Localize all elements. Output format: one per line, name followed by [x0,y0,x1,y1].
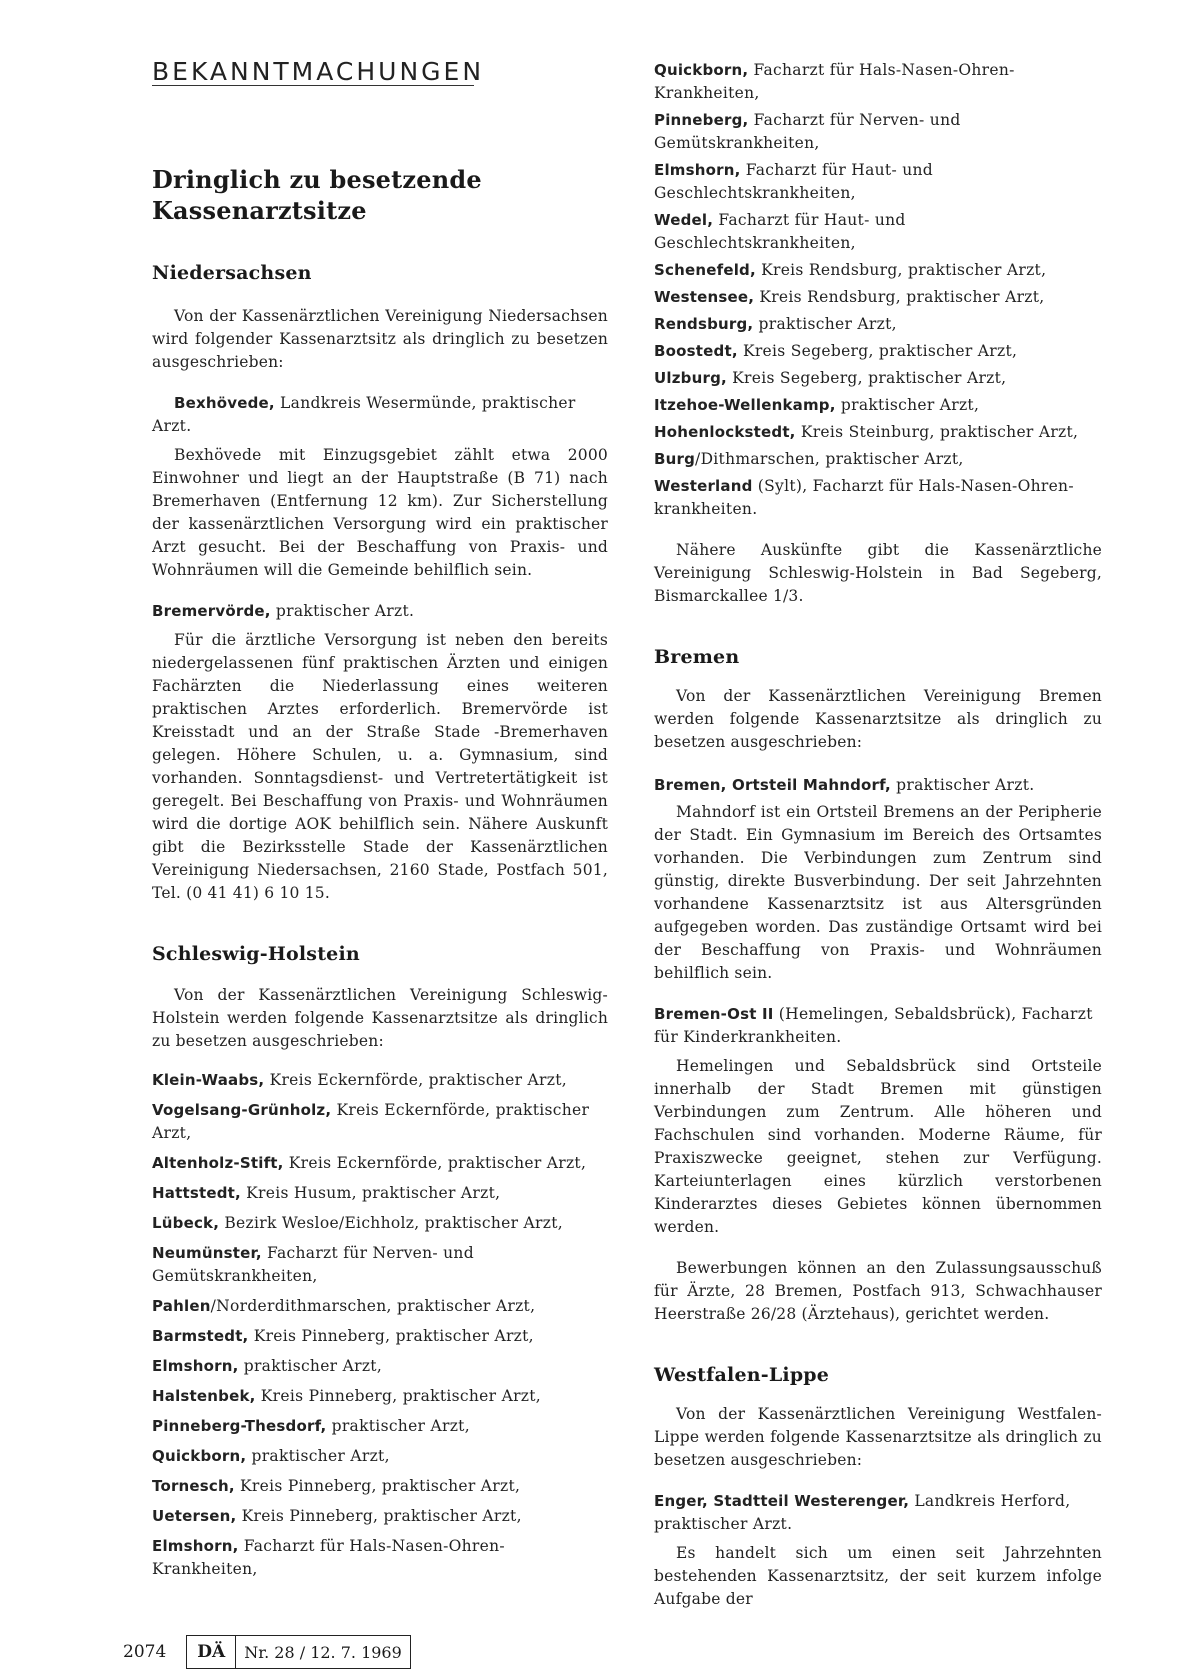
schleswig-note: Nähere Auskünfte gibt die Kassenärztliche Vereinigung Schleswig-Holstein in Bad Segeberg, Bismarckallee 1/3. [654,541,1102,605]
list-item [152,1069,608,1092]
entry-detail: Kreis Eckernförde, praktischer Arzt, [264,1071,567,1089]
entry-detail: Kreis Pinneberg, praktischer Arzt, [248,1327,534,1345]
list-item [654,394,1102,417]
entry-bremen-ost: Bremen-Ost II (Hemelingen, Sebaldsbrück), Facharzt für Kinderkrankheiten. [654,1005,1093,1046]
westfalen-intro: Von der Kassenärztlichen Vereinigung Westfalen-Lippe werden folgende Kassenarztsitze als dringlich zu besetzen ausgeschrieben: [654,1405,1102,1469]
entry-detail: Facharzt für Haut- und Geschlechtskrankheiten, [654,211,906,252]
entry-bremervoerde: Bremervörde, praktischer Arzt. [152,602,415,620]
list-item [654,313,1102,336]
entry-bexhoevede: Bexhövede, Landkreis Wesermünde, praktischer Arzt. [152,394,576,435]
entry-detail: Kreis Eckernförde, praktischer Arzt, [152,1101,590,1142]
list-item [654,159,1102,205]
entry-place: Hattstedt, [152,1184,241,1202]
entry-detail: Kreis Steinburg, praktischer Arzt, [795,423,1079,441]
footer-box [186,1635,411,1669]
list-item [152,1152,608,1175]
entry-place: Ulzburg, [654,369,727,387]
entry-place: Uetersen, [152,1507,237,1525]
list-item [152,1212,608,1235]
entry-place: Westensee, [654,288,755,306]
entry-bremen-mahndorf: Bremen, Ortsteil Mahndorf, praktischer Arzt. [654,776,1035,794]
list-item [654,259,1102,282]
list-item [654,421,1102,444]
entry-detail: Facharzt für Nerven- und Gemütskrankheiten, [654,111,961,152]
entry-place: Westerland [654,477,753,495]
entry-detail: Kreis Rendsburg, praktischer Arzt, [755,261,1047,279]
list-item [654,109,1102,155]
list-item [152,1355,608,1378]
entry-place: Barmstedt, [152,1327,249,1345]
heading-niedersachsen: Niedersachsen [152,262,312,284]
article-title [152,164,608,226]
entry-enger: Enger, Stadtteil Westerenger, Landkreis Herford, praktischer Arzt. [654,1492,1071,1533]
page-footer [123,1635,411,1669]
entry-place: Quickborn, [654,61,749,79]
entry-place: Burg [654,450,696,468]
entry-detail: Facharzt für Nerven- und Gemütskrankheiten, [152,1244,474,1285]
schleswig-entries-right [654,59,1102,521]
list-item [152,1182,608,1205]
list-item [152,1325,608,1348]
issue-info: Nr. 28 / 12. 7. 1969 [244,1642,402,1662]
entry-detail: Kreis Eckernförde, praktischer Arzt, [283,1154,587,1172]
list-item [152,1445,608,1468]
entry-place: Tornesch, [152,1477,235,1495]
entry-detail: /Norderdithmarschen, praktischer Arzt, [210,1297,536,1315]
entry-place: Halstenbek, [152,1387,256,1405]
entry-detail: praktischer Arzt, [238,1357,383,1375]
entry-place: Rendsburg, [654,315,754,333]
list-item [152,1385,608,1408]
entry-detail: Facharzt für Hals-Nasen-Ohren-Krankheiten, [654,61,1015,102]
desc-bremen-mahndorf: Mahndorf ist ein Ortsteil Bremens an der Peripherie der Stadt. Ein Gymnasium im Bereich des Ortsamtes vorhanden. Die Verbindungen zum Zentrum sind günstig, direkte Busverbindung. Der seit Jahrzehnten vorhandene Kassenarztsitz ist aus Altersgründen aufgegeben worden. Das zuständige Ortsamt wird bei der Beschaffung von Praxis- und Wohnräumen behilflich sein. [654,803,1102,982]
heading-bremen: Bremen [654,646,740,668]
entry-detail: praktischer Arzt, [246,1447,390,1465]
desc-bexhoevede: Bexhövede mit Einzugsgebiet zählt etwa 2000 Einwohner und liegt an der Hauptstraße (B 71) nach Bremerhaven (Entfernung 12 km). Zur Sicherstellung der kassenärztlichen Versorgung wird ein praktischer Arzt gesucht. Bei der Beschaffung von Praxis- und Wohnräumen will die Gemeinde behilflich sein. [152,446,608,579]
entry-detail: Kreis Pinneberg, praktischer Arzt, [234,1477,521,1495]
list-item [654,209,1102,255]
entry-place: Quickborn, [152,1447,247,1465]
article-title-line2: Kassenarztsitze [152,196,367,225]
entry-detail: Kreis Segeberg, praktischer Arzt, [726,369,1007,387]
list-item [654,59,1102,105]
right-column [654,60,1102,1611]
entry-place: Neumünster, [152,1244,262,1262]
entry-detail: Facharzt für Haut- und Geschlechtskrankheiten, [654,161,933,202]
list-item [152,1415,608,1438]
entry-place: Elmshorn, [654,161,741,179]
list-item [654,340,1102,363]
heading-schleswig-holstein: Schleswig-Holstein [152,943,360,965]
entry-detail: Kreis Pinneberg, praktischer Arzt, [255,1387,541,1405]
journal-logo: DÄ [187,1636,236,1668]
entry-detail: praktischer Arzt, [753,315,897,333]
entry-place: Pinneberg-Thesdorf, [152,1417,327,1435]
list-item [152,1099,608,1145]
entry-place: Lübeck, [152,1214,220,1232]
section-header: BEKANNTMACHUNGEN [152,57,485,86]
entry-place: Schenefeld, [654,261,756,279]
entry-place: Boostedt, [654,342,738,360]
bremen-note: Bewerbungen können an den Zulassungsausschuß für Ärzte, 28 Bremen, Postfach 913, Schwachhauser Heerstraße 26/28 (Ärztehaus), gerichtet werden. [654,1259,1102,1323]
page-number: 2074 [123,1642,167,1662]
entry-detail: (Sylt), Facharzt für Hals-Nasen-Ohren-krankheiten. [654,477,1074,518]
niedersachsen-intro: Von der Kassenärztlichen Vereinigung Niedersachsen wird folgender Kassenarztsitz als dringlich zu besetzen ausgeschrieben: [152,307,608,371]
desc-bremervoerde: Für die ärztliche Versorgung ist neben den bereits niedergelassenen fünf praktischen Ärzten und einigen Fachärzten die Niederlassung eines weiteren praktischen Arztes erforderlich. Bremervörde ist Kreisstadt und an der Straße Stade -Bremerhaven gelegen. Höhere Schulen, u. a. Gymnasium, sind vorhanden. Sonntagsdienst- und Vertretertätigkeit ist geregelt. Bei Beschaffung von Praxis- und Wohnräumen wird die dortige AOK behilflich sein. Nähere Auskunft gibt die Bezirksstelle Stade der Kassenärztlichen Vereinigung Niedersachsen, 2160 Stade, Postfach 501, Tel. (0 41 41) 6 10 15. [152,631,608,902]
left-column [152,57,608,1581]
entry-place: Klein-Waabs, [152,1071,265,1089]
list-item [152,1475,608,1498]
entry-detail: Facharzt für Hals-Nasen-Ohren-Krankheiten, [152,1537,505,1578]
entry-detail: Kreis Husum, praktischer Arzt, [240,1184,501,1202]
entry-detail: /Dithmarschen, praktischer Arzt, [695,450,964,468]
entry-place: Elmshorn, [152,1357,239,1375]
list-item [654,367,1102,390]
entry-place: Wedel, [654,211,714,229]
heading-westfalen-lippe: Westfalen-Lippe [654,1364,830,1386]
entry-detail: praktischer Arzt, [326,1417,470,1435]
list-item [152,1535,608,1581]
entry-detail: Kreis Pinneberg, praktischer Arzt, [236,1507,522,1525]
entry-detail: Bezirk Wesloe/Eichholz, praktischer Arzt, [219,1214,563,1232]
desc-bremen-ost: Hemelingen und Sebaldsbrück sind Ortsteile innerhalb der Stadt Bremen mit günstigen Verbindungen zum Zentrum. Alle höheren und Fachschulen sind vorhanden. Moderne Räume, für Praxiszwecke geeignet, stehen zur Verfügung. Karteiunterlagen eines kürzlich verstorbenen Kinderarztes dieses Gebietes können übernommen werden. [654,1057,1102,1236]
desc-enger: Es handelt sich um einen seit Jahrzehnten bestehenden Kassenarztsitz, der seit kurzem infolge Aufgabe der [654,1544,1102,1608]
list-item [654,286,1102,309]
entry-place: Hohenlockstedt, [654,423,796,441]
list-item [152,1505,608,1528]
entry-place: Pahlen [152,1297,211,1315]
entry-place: Vogelsang-Grünholz, [152,1101,332,1119]
list-item [654,448,1102,471]
entry-place: Itzehoe-Wellenkamp, [654,396,836,414]
entry-place: Pinneberg, [654,111,749,129]
entry-detail: Kreis Segeberg, praktischer Arzt, [737,342,1018,360]
bremen-intro: Von der Kassenärztlichen Vereinigung Bremen werden folgende Kassenarztsitze als dringlich zu besetzen ausgeschrieben: [654,687,1102,751]
list-item [152,1295,608,1318]
schleswig-entries-left [152,1069,608,1581]
schleswig-intro: Von der Kassenärztlichen Vereinigung Schleswig-Holstein werden folgende Kassenarztsitze als dringlich zu besetzen ausgeschrieben: [152,986,608,1050]
entry-place: Elmshorn, [152,1537,239,1555]
article-title-line1: Dringlich zu besetzende [152,165,482,194]
entry-detail: Kreis Rendsburg, praktischer Arzt, [754,288,1045,306]
list-item [152,1242,608,1288]
entry-detail: praktischer Arzt, [835,396,980,414]
list-item [654,475,1102,521]
entry-place: Altenholz-Stift, [152,1154,284,1172]
